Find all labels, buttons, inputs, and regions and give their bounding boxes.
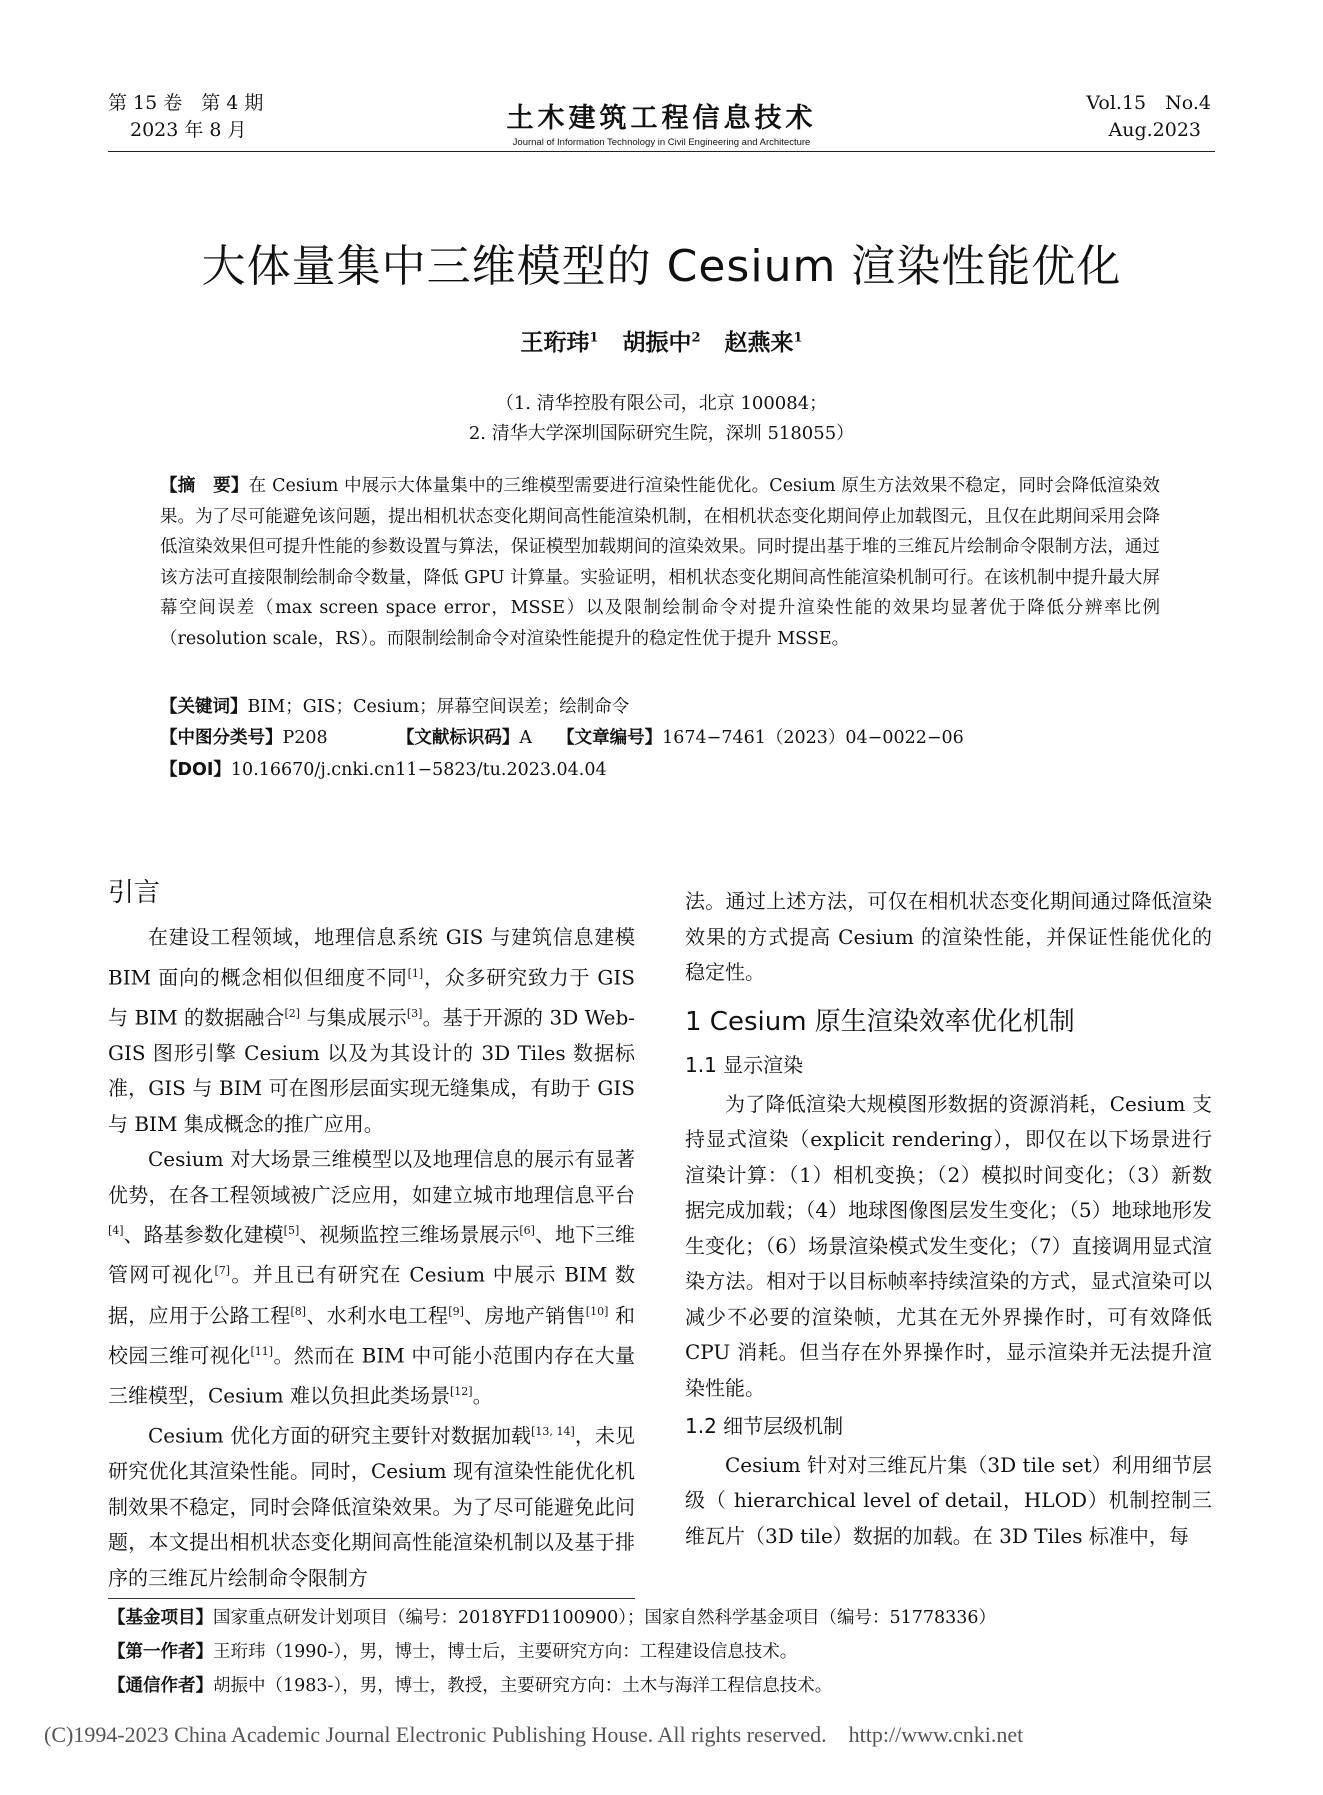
author-list — [0, 324, 1323, 357]
doc-code-label: 【文献标识码】 — [396, 728, 520, 748]
paragraph: Cesium 对大场景三维模型以及地理信息的展示有显著优势，在各工程领域被广泛应用，如建立城市地理信息平台[4]、路基参数化建模[5]、视频监控三维场景展示[6]、地下三维管网可视化[7]。并且已有研究在 Cesium 中展示 BIM 数据，应用于公路工程[8]、水利水电工程[9]、房地产销售[10] 和校园三维可视化[11]。然而在 BIM 中可能小范围内存在大量三维模型，Cesium 难以负担此类场景[12]。 — [108, 1147, 636, 1408]
doi-line — [160, 756, 1160, 785]
abstract — [160, 471, 1160, 654]
article-number-value: 1674−7461（2023）04−0022−06 — [662, 728, 964, 748]
section-heading-1: 1 Cesium 原生渲染效率优化机制 — [685, 1006, 1075, 1037]
abstract-label: 【摘 要】 — [160, 476, 249, 496]
abstract-text: 在 Cesium 中展示大体量集中的三维模型需要进行渲染性能优化。Cesium 原生方法效果不稳定，同时会降低渲染效果。为了尽可能避免该问题，提出相机状态变化期间高性能渲染机制，在相机状态变化期间停止加载图元，且仅在此期间采用会降低渲染效果但可提升性能的参数设置与算法，保证模型加载期间的渲染效果。同时提出基于堆的三维瓦片绘制命令限制方法，通过该方法可直接限制绘制命令数量，降低 GPU 计算量。实验证明，相机状态变化期间高性能渲染机制可行。在该机制中提升最大屏幕空间误差（max screen space error，MSSE）以及限制绘制命令对提升渲染性能的效果均显著优于降低分辨率比例（resolution scale，RS）。而限制绘制命令对渲染性能提升的稳定性优于提升 MSSE。 — [160, 476, 1160, 649]
article-number-label: 【文章编号】 — [557, 728, 663, 748]
doi-label: 【DOI】 — [160, 760, 231, 780]
author-affiliation-mark: 2 — [691, 330, 701, 346]
keywords-label: 【关键词】 — [160, 697, 248, 717]
author-name: 胡振中 — [622, 329, 692, 356]
date-en: Aug.2023 — [1108, 119, 1201, 141]
volume-en: Vol.15 No.4 — [1086, 92, 1211, 114]
date-cn: 2023 年 8 月 — [130, 119, 247, 141]
affiliation-1: （1. 清华控股有限公司，北京 100084； — [495, 393, 828, 414]
paragraph: 法。通过上述方法，可仅在相机状态变化期间通过降低渲染效果的方式提高 Cesium 的渲染性能，并保证性能优化的稳定性。 — [685, 889, 1212, 984]
paragraph: 在建设工程领域，地理信息系统 GIS 与建筑信息建模 BIM 面向的概念相似但细度不同[1]，众多研究致力于 GIS 与 BIM 的数据融合[2] 与集成展示[3]。基于开源的 3D Web-GIS 图形引擎 Cesium 以及为其设计的 3D Tiles 数据标准，GIS 与 BIM 可在图形层面实现无缝集成，有助于 GIS 与 BIM 集成概念的推广应用。 — [108, 925, 636, 1136]
author-affiliation-mark: 1 — [793, 330, 803, 346]
footnote-funding: 【基金项目】国家重点研发计划项目（编号：2018YFD1100900）；国家自然科学基金项目（编号：51778336） — [108, 1608, 997, 1628]
footnote-rule — [108, 1598, 635, 1599]
subsection-heading-1-1: 1.1 显示渲染 — [685, 1053, 804, 1077]
paper-title: 大体量集中三维模型的 Cesium 渲染性能优化 — [201, 241, 1122, 292]
journal-name-cn: 土木建筑工程信息技术 — [506, 103, 817, 134]
affiliations — [0, 389, 1323, 449]
doi-link[interactable]: 10.16670/j.cnki.cn11−5823/tu.2023.04.04 — [230, 760, 607, 780]
footnotes — [108, 1601, 1218, 1703]
volume-cn: 第 15 卷 第 4 期 — [108, 92, 264, 114]
clc-value: P208 — [282, 728, 328, 748]
left-column — [108, 920, 635, 1596]
affiliation-2: 2. 清华大学深圳国际研究生院，深圳 518055） — [468, 423, 855, 444]
keywords — [160, 693, 1160, 722]
section-heading-intro: 引言 — [108, 878, 161, 908]
issue-info-en — [1086, 90, 1211, 144]
author-name: 王珩玮 — [520, 329, 590, 356]
journal-name-en: Journal of Information Technology in Civil Engineering and Architecture — [512, 137, 811, 148]
doc-code-value: A — [519, 728, 532, 748]
paragraph: Cesium 优化方面的研究主要针对数据加载[13, 14]，未见研究优化其渲染性能。同时，Cesium 现有渲染性能优化机制效果不稳定，同时会降低渲染效果。为了尽可能避免此问题，本文提出相机状态变化期间高性能渲染机制以及基于排序的三维瓦片绘制命令限制方 — [108, 1423, 635, 1590]
paragraph: 为了降低渲染大规模图形数据的资源消耗，Cesium 支持显式渲染（explicit rendering），即仅在以下场景进行渲染计算：（1）相机变换；（2）模拟时间变化；（3）新数据完成加载；（4）地球图像图层发生变化；（5）地球地形发生变化；（6）场景渲染模式发生变化；（7）直接调用显式渲染方法。相对于以目标帧率持续渲染的方式，显式渲染可以减少不必要的渲染帧，尤其在无外界操作时，可有效降低 CPU 消耗。但当存在外界操作时，显示渲染并无法提升渲染性能。 — [685, 1091, 1212, 1400]
keywords-text: BIM；GIS；Cesium；屏幕空间误差；绘制命令 — [247, 697, 630, 717]
paragraph: Cesium 针对对三维瓦片集（3D tile set）利用细节层级（ hierarchical level of detail，HLOD）机制控制三维瓦片（3D tile）数据的加载。在 3D Tiles 标准中，每 — [685, 1452, 1212, 1548]
clc-label: 【中图分类号】 — [160, 728, 283, 748]
author-name: 赵燕来 — [724, 329, 794, 356]
copyright-watermark: (C)1994-2023 China Academic Journal Electronic Publishing House. All rights reserved. http://www.cnki.net — [44, 1722, 1024, 1747]
subsection-heading-1-2: 1.2 细节层级机制 — [685, 1414, 844, 1438]
author-affiliation-mark: 1 — [589, 330, 599, 346]
right-column — [685, 884, 1212, 1554]
header-rule — [108, 151, 1215, 152]
footnote-first-author: 【第一作者】王珩玮（1990-），男，博士，博士后，主要研究方向：工程建设信息技术。 — [108, 1642, 798, 1662]
classification-line — [160, 724, 1160, 753]
footnote-corresponding-author: 【通信作者】胡振中（1983-），男，博士，教授，主要研究方向：土木与海洋工程信息技术。 — [108, 1676, 833, 1696]
